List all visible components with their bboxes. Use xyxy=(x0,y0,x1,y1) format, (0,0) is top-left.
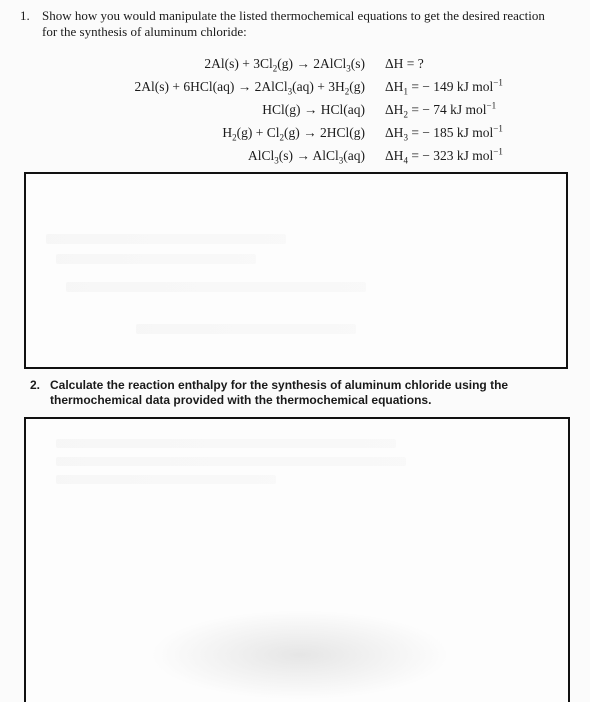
bleed-through-text xyxy=(66,282,366,292)
equation-row-1 xyxy=(0,79,590,102)
equation-target-reaction: $2Al(s) + 3Cl_2(g)$ → 2AlCl$_3$(s) xyxy=(204,56,365,74)
equation-row-2 xyxy=(0,102,590,125)
bleed-through-text xyxy=(56,439,396,448)
equation-3-reaction: $H_2(g) + Cl_2(g) \to 2HCl(g)$ xyxy=(222,125,365,143)
equation-target-enthalpy: ΔH = ? xyxy=(385,56,424,71)
bleed-through-text xyxy=(56,475,276,484)
equations-list xyxy=(0,56,590,171)
equation-1-enthalpy: $\Delta H_1$ = − 149 kJ mol$^{-1}$ xyxy=(385,77,503,97)
equation-row-target xyxy=(0,56,590,79)
question-1-prompt: Show how you would manipulate the listed thermochemical equations to get the desired reaction for the synthesis of aluminum chloride: xyxy=(42,8,545,39)
equation-2-enthalpy: $\Delta H_2$ = − 74 kJ mol$^{-1}$ xyxy=(385,100,497,120)
answer-box-question-1[interactable] xyxy=(24,172,568,369)
bleed-through-text xyxy=(136,324,356,334)
bleed-through-text xyxy=(56,254,256,264)
equation-row-3 xyxy=(0,125,590,148)
equation-4-enthalpy: $\Delta H_4$ = − 323 kJ mol$^{-1}$ xyxy=(385,146,503,166)
question-2-prompt: Calculate the reaction enthalpy for the synthesis of aluminum chloride using the thermochemical data provided with the thermochemical equations. xyxy=(50,378,509,407)
question-1-number: 1. xyxy=(20,8,30,23)
bleed-through-text xyxy=(56,457,406,466)
equation-4-reaction: AlCl$_3$(s) → AlCl$_3$(aq) xyxy=(247,148,365,166)
equation-3-enthalpy: $\Delta H_3$ = − 185 kJ mol$^{-1}$ xyxy=(385,123,503,143)
question-2-number: 2. xyxy=(30,378,41,392)
equation-1-reaction: 2Al(s) + 6HCl(aq) → 2AlCl$_3$(aq) + $3H_2(g)$ xyxy=(134,79,365,97)
equation-row-4 xyxy=(0,148,590,171)
photo-shadow xyxy=(150,610,450,700)
equation-2-reaction: HCl(g) → HCl(aq) xyxy=(262,102,365,117)
bleed-through-text xyxy=(46,234,286,244)
